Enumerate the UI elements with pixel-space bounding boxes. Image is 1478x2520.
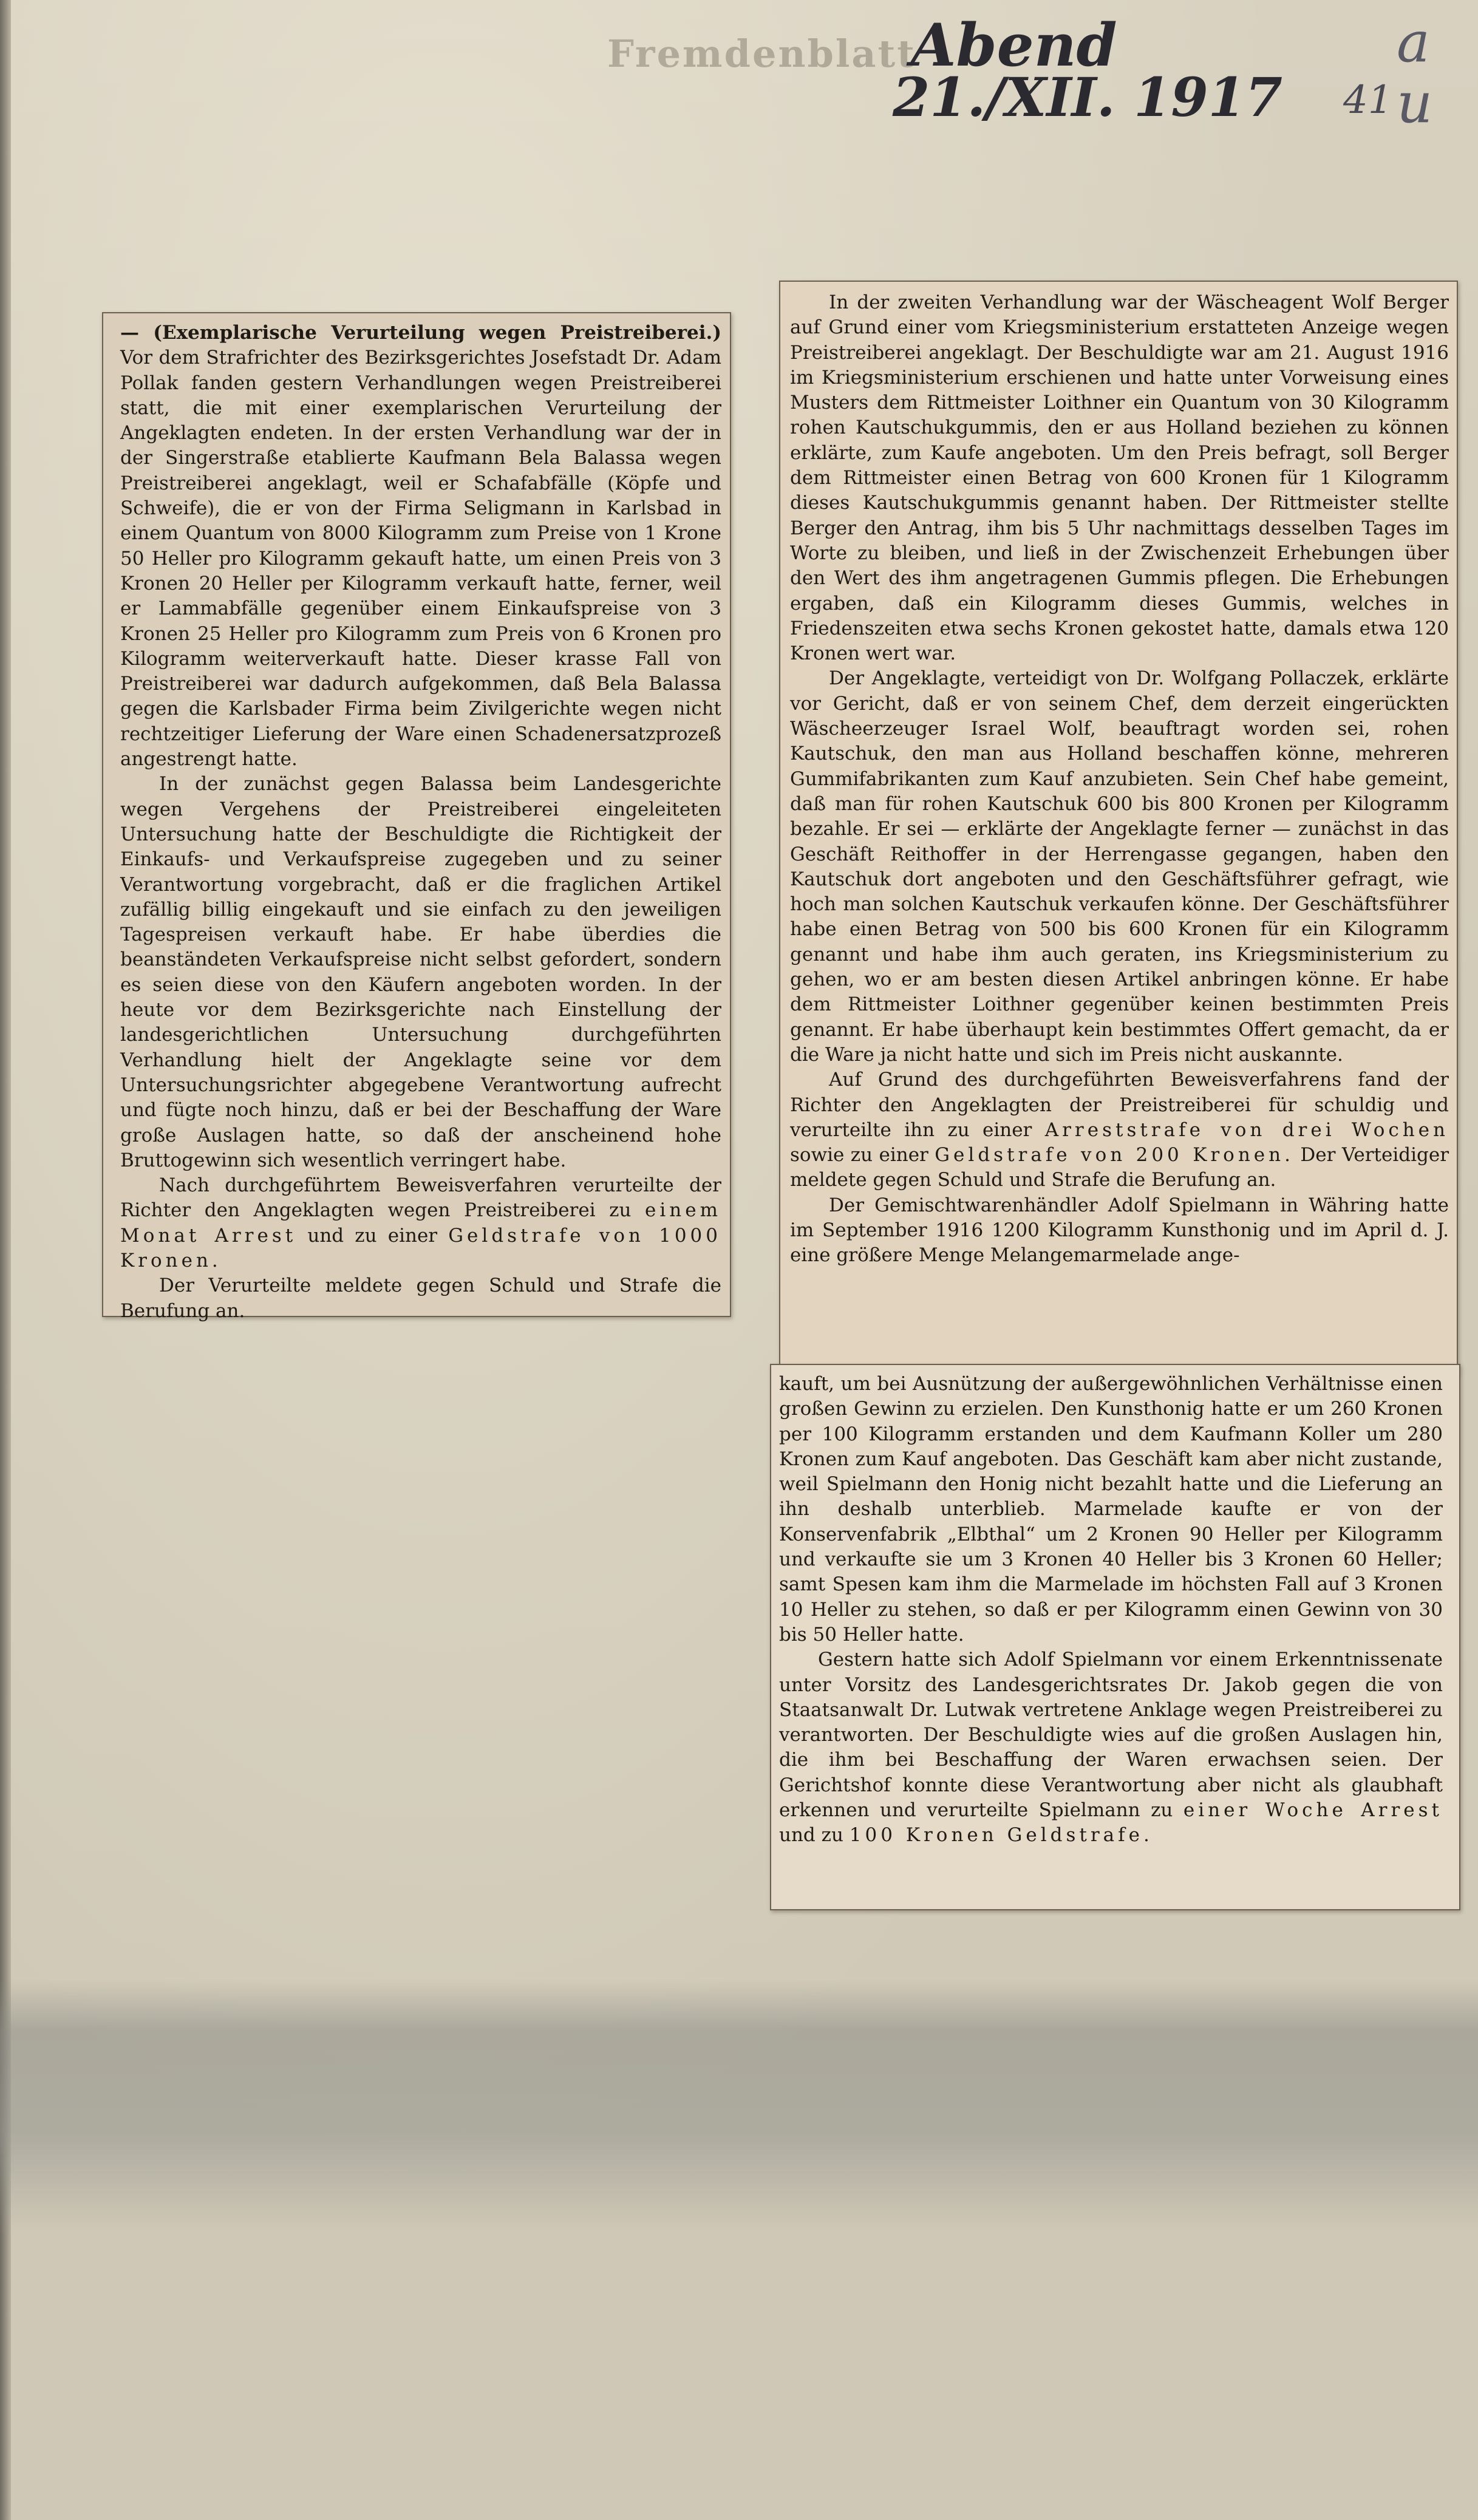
- verdict-lead: Nach durchgeführtem Beweisverfahren verurteilte der Richter den Angeklagten wegen Preistreiberei zu: [120, 1174, 721, 1222]
- verdict-mid: sowie zu einer: [790, 1144, 928, 1166]
- column-left: [120, 321, 721, 1324]
- paragraph: Der Gemischtwarenhändler Adolf Spielmann in Währing hatte im September 1916 1200 Kilogramm Kunsthonig und im April d. J. eine größere Menge Melangemarmelade ange-: [790, 1194, 1449, 1267]
- column-right-top: [790, 290, 1449, 1269]
- verdict-mid: und zu einer: [307, 1224, 438, 1247]
- verdict-spaced: einem Monat Arrest: [120, 1199, 721, 1247]
- verdict-spaced: 100 Kronen Geldstrafe.: [849, 1824, 1153, 1847]
- article-headline: — (Exemplarische Verurteilung wegen Preistreiberei.): [120, 322, 721, 344]
- handwritten-date: 21./XII. 1917: [893, 66, 1283, 129]
- newspaper-masthead: Fremdenblatt: [607, 32, 916, 76]
- folio-number: 41: [1343, 78, 1393, 123]
- paragraph: In der zunächst gegen Balassa beim Landesgerichte wegen Vergehens der Preistreiberei eingeleiteten Untersuchung hatte der Beschuldigte die Richtigkeit der Einkaufs- und Verkaufspreise zugegeben und zu seiner Verantwortung vorgebracht, daß er die fraglichen Artikel zufällig billig eingekauft und sie einfach zu den jeweiligen Tagespreisen verkauft habe. Er habe überdies die beanständeten Verkaufspreise nicht selbst gefordert, sondern es seien diese von den Käufern angeboten worden. In der heute vor dem Bezirksgerichte nach Einstellung der landesgerichtlichen Untersuchung durchgeführten Verhandlung hielt der Angeklagte seine vor dem Untersuchungsrichter abgegebene Verantwortung aufrecht und fügte noch hinzu, daß er bei der Beschaffung der Ware große Auslagen hatte, so daß der anscheinend hohe Bruttogewinn sich wesentlich verringert habe.: [120, 773, 721, 1171]
- verdict-spaced: einer Woche Arrest: [1183, 1799, 1443, 1822]
- paragraph: [790, 1068, 1449, 1193]
- verdict-lead: Auf Grund des durchgeführten Beweisverfahrens fand der Richter den Angeklagten der Preistreiberei für schuldig und verurteilte ihn zu einer: [790, 1069, 1449, 1141]
- paragraph: [120, 321, 721, 772]
- paragraph: Der Angeklagte, verteidigt von Dr. Wolfgang Pollaczek, erklärte vor Gericht, daß er von seinem Chef, dem derzeit eingerückten Wäscheerzeuger Israel Wolf, beauftragt worden sei, rohen Kautschuk, den man aus Holland beschaffen könne, mehreren Gummifabrikanten zum Kauf anzubieten. Sein Chef habe gemeint, daß man für rohen Kautschuk 600 bis 800 Kronen per Kilogramm bezahle. Er sei — erklärte der Angeklagte ferner — zunächst in das Geschäft Reithoffer in der Herrengasse gegangen, haben den Kautschuk dort angeboten und den Geschäftsführer gefragt, wie hoch man solchen Kautschuk verkaufen könne. Der Geschäftsführer habe einen Betrag von 500 bis 600 Kronen für ein Kilogramm genannt und habe ihm auch geraten, ins Kriegsministerium zu gehen, wo er am besten diesen Artikel anbringen könne. Er habe dem Rittmeister Loithner gegenüber keinen bestimmten Preis genannt. Er habe überhaupt kein bestimmtes Offert gemacht, da er die Ware ja nicht hatte und sich im Preis nicht auskannte.: [790, 667, 1449, 1066]
- paragraph: Der Verurteilte meldete gegen Schuld und Strafe die Berufung an.: [120, 1275, 721, 1322]
- archive-marks: a u: [1397, 10, 1442, 135]
- verdict-lead: Gestern hatte sich Adolf Spielmann vor einem Erkenntnissenate unter Vorsitz des Landesgerichtsrates Dr. Jakob gegen die von Staatsanwalt Dr. Lutwak vertretene Anklage wegen Preistreiberei zu verantworten. Der Beschuldigte wies auf die großen Auslagen hin, die ihm bei Beschaffung der Waren erwachsen seien. Der Gerichtshof konnte diese Verantwortung aber nicht als glaubhaft erkennen und verurteilte Spielmann zu: [779, 1649, 1443, 1822]
- fold-shadow: [0, 1980, 1478, 2235]
- column-right-bottom: [779, 1372, 1443, 1848]
- verdict-spaced: Geldstrafe von 200 Kronen.: [935, 1144, 1294, 1166]
- verdict-spaced: Arreststrafe von drei Wochen: [1044, 1119, 1449, 1141]
- paragraph-text: Vor dem Strafrichter des Bezirksgerichtes Josefstadt Dr. Adam Pollak fanden gestern Verhandlungen wegen Preistreiberei statt, die mit einer exemplarischen Verurteilung der Angeklagten endeten. In der ersten Verhandlung war der in der Singerstraße etablierte Kaufmann Bela Balassa wegen Preistreiberei angeklagt, weil er Schafabfälle (Köpfe und Schweife), die er von der Firma Seligmann in Karlsbad in einem Quantum von 8000 Kilogramm zum Preise von 1 Krone 50 Heller pro Kilogramm gekauft hatte, um einen Preis von 3 Kronen 20 Heller per Kilogramm verkauft hatte, ferner, weil er Lammabfälle gegenüber einem Einkaufspreise von 3 Kronen 25 Heller pro Kilogramm zum Preis von 6 Kronen pro Kilogramm weiterverkauft hatte. Dieser krasse Fall von Preistreiberei war dadurch aufgekommen, daß Bela Balassa gegen die Karlsbader Firma beim Zivilgerichte wegen nicht rechtzeitiger Lieferung der Ware einen Schadenersatzprozeß angestrengt hatte.: [120, 347, 721, 771]
- paragraph: In der zweiten Verhandlung war der Wäscheagent Wolf Berger auf Grund einer vom Kriegsministerium erstatteten Anzeige wegen Preistreiberei angeklagt. Der Beschuldigte war am 21. August 1916 im Kriegsministerium erschienen und hatte unter Vorweisung eines Musters dem Rittmeister Loithner ein Quantum von 30 Kilogramm rohen Kautschukgummis, den er aus Holland beziehen zu können erklärte, zum Kaufe angeboten. Um den Preis befragt, soll Berger dem Rittmeister einen Betrag von 600 Kronen für 1 Kilogramm dieses Kautschukgummis genannt haben. Der Rittmeister stellte Berger den Antrag, ihm bis 5 Uhr nachmittags desselben Tages im Worte zu bleiben, und ließ in der Zwischenzeit Erhebungen über den Wert des ihm angetragenen Gummis pflegen. Die Erhebungen ergaben, daß ein Kilogramm dieses Gummis, welches in Friedenszeiten etwa sechs Kronen gekostet hatte, damals etwa 120 Kronen wert war.: [790, 291, 1449, 665]
- paragraph: kauft, um bei Ausnützung der außergewöhnlichen Verhältnisse einen großen Gewinn zu erzielen. Den Kunsthonig hatte er um 260 Kronen per 100 Kilogramm erstanden und dem Kaufmann Koller um 280 Kronen zum Kauf angeboten. Das Geschäft kam aber nicht zustande, weil Spielmann den Honig nicht bezahlt hatte und die Lieferung an ihn deshalb unterblieb. Marmelade kaufte er von der Konservenfabrik „Elbthal“ um 2 Kronen 90 Heller per Kilogramm und verkaufte sie um 3 Kronen 40 Heller bis 3 Kronen 60 Heller; samt Spesen kam ihm die Marmelade im höchsten Fall auf 3 Kronen 10 Heller zu stehen, so daß er per Kilogramm einen Gewinn von 30 bis 50 Heller hatte.: [779, 1373, 1443, 1646]
- verdict-mid: und zu: [779, 1824, 843, 1847]
- paragraph: [779, 1647, 1443, 1848]
- handwritten-edition: Abend: [911, 11, 1117, 80]
- paragraph: [120, 1173, 721, 1273]
- verdict-spaced: Geldstrafe von 1000 Kronen.: [120, 1224, 721, 1272]
- verdict-tail: Der Verteidiger meldete gegen Schuld und Strafe die Berufung an.: [790, 1144, 1449, 1191]
